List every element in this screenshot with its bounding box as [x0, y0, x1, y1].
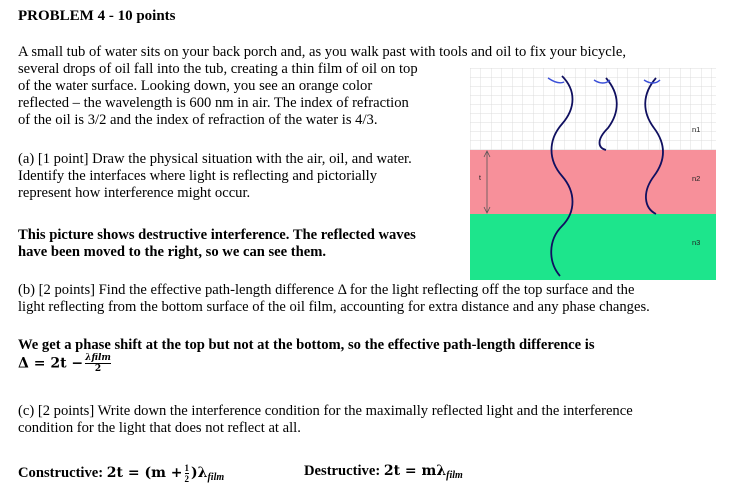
half-fraction	[185, 463, 190, 484]
fraction-numerator: λfilm	[85, 353, 111, 363]
part-a-answer-line-1: This picture shows destructive interference. The reflected waves	[18, 227, 416, 243]
part-a-answer-line-2: have been moved to the right, so we can see them.	[18, 244, 327, 260]
n1-label: n1	[692, 125, 701, 134]
constructive-eq-part-b: )λ	[191, 464, 208, 481]
intro-line-3: of the water surface. Looking down, you see an orange color	[18, 78, 373, 94]
problem-title: PROBLEM 4 - 10 points	[18, 8, 176, 24]
thin-film-diagram	[470, 68, 716, 280]
constructive-condition	[18, 463, 224, 484]
part-a-question-line-2: Identify the interfaces where light is reflecting and pictorially	[18, 168, 378, 184]
constructive-eq-part-a: 2t = (m +	[106, 464, 183, 481]
oil-layer	[470, 150, 716, 214]
path-length-equation	[18, 353, 113, 374]
air-grid	[470, 68, 716, 150]
water-layer	[470, 214, 716, 280]
destructive-label: Destructive:	[304, 463, 381, 479]
constructive-label: Constructive:	[18, 464, 104, 481]
half-numerator: 1	[184, 463, 190, 473]
destructive-subscript: film	[446, 470, 463, 481]
n2-label: n2	[692, 174, 701, 183]
n3-label: n3	[692, 238, 701, 247]
constructive-subscript: film	[207, 471, 225, 483]
intro-line-2: several drops of oil fall into the tub, creating a thin film of oil on top	[18, 61, 418, 77]
part-a-question-line-1: (a) [1 point] Draw the physical situation with the air, oil, and water.	[18, 151, 412, 167]
part-b-answer-line: We get a phase shift at the top but not at the bottom, so the effective path-length difference is	[18, 337, 595, 353]
destructive-condition	[304, 463, 463, 481]
part-a-question-line-3: represent how interference might occur.	[18, 185, 251, 201]
intro-line-4: reflected – the wavelength is 600 nm in air. The index of refraction	[18, 95, 409, 111]
part-c-question-line-1: (c) [2 points] Write down the interference condition for the maximally reflected light and the interference	[18, 403, 633, 419]
part-b-question-line-1: (b) [2 points] Find the effective path-length difference Δ for the light reflecting off the top surface and the	[18, 282, 635, 298]
thickness-label: t	[479, 175, 481, 182]
intro-line-5: of the oil is 3/2 and the index of refraction of the water is 4/3.	[18, 112, 378, 128]
part-b-question-line-2: light reflecting from the bottom surface of the oil film, accounting for extra distance and any phase changes.	[18, 299, 650, 315]
part-c-question-line-2: condition for the light that does not reflect at all.	[18, 420, 301, 436]
half-denominator: 2	[184, 474, 190, 484]
lambda-over-two-fraction	[85, 353, 111, 374]
intro-line-1: A small tub of water sits on your back porch and, as you walk past with tools and oil to fix your bicycle,	[18, 44, 626, 60]
destructive-eq: 2t = mλ	[383, 463, 447, 479]
fraction-denominator: 2	[85, 363, 111, 374]
path-length-equation-lhs: Δ = 2t −	[18, 355, 84, 372]
